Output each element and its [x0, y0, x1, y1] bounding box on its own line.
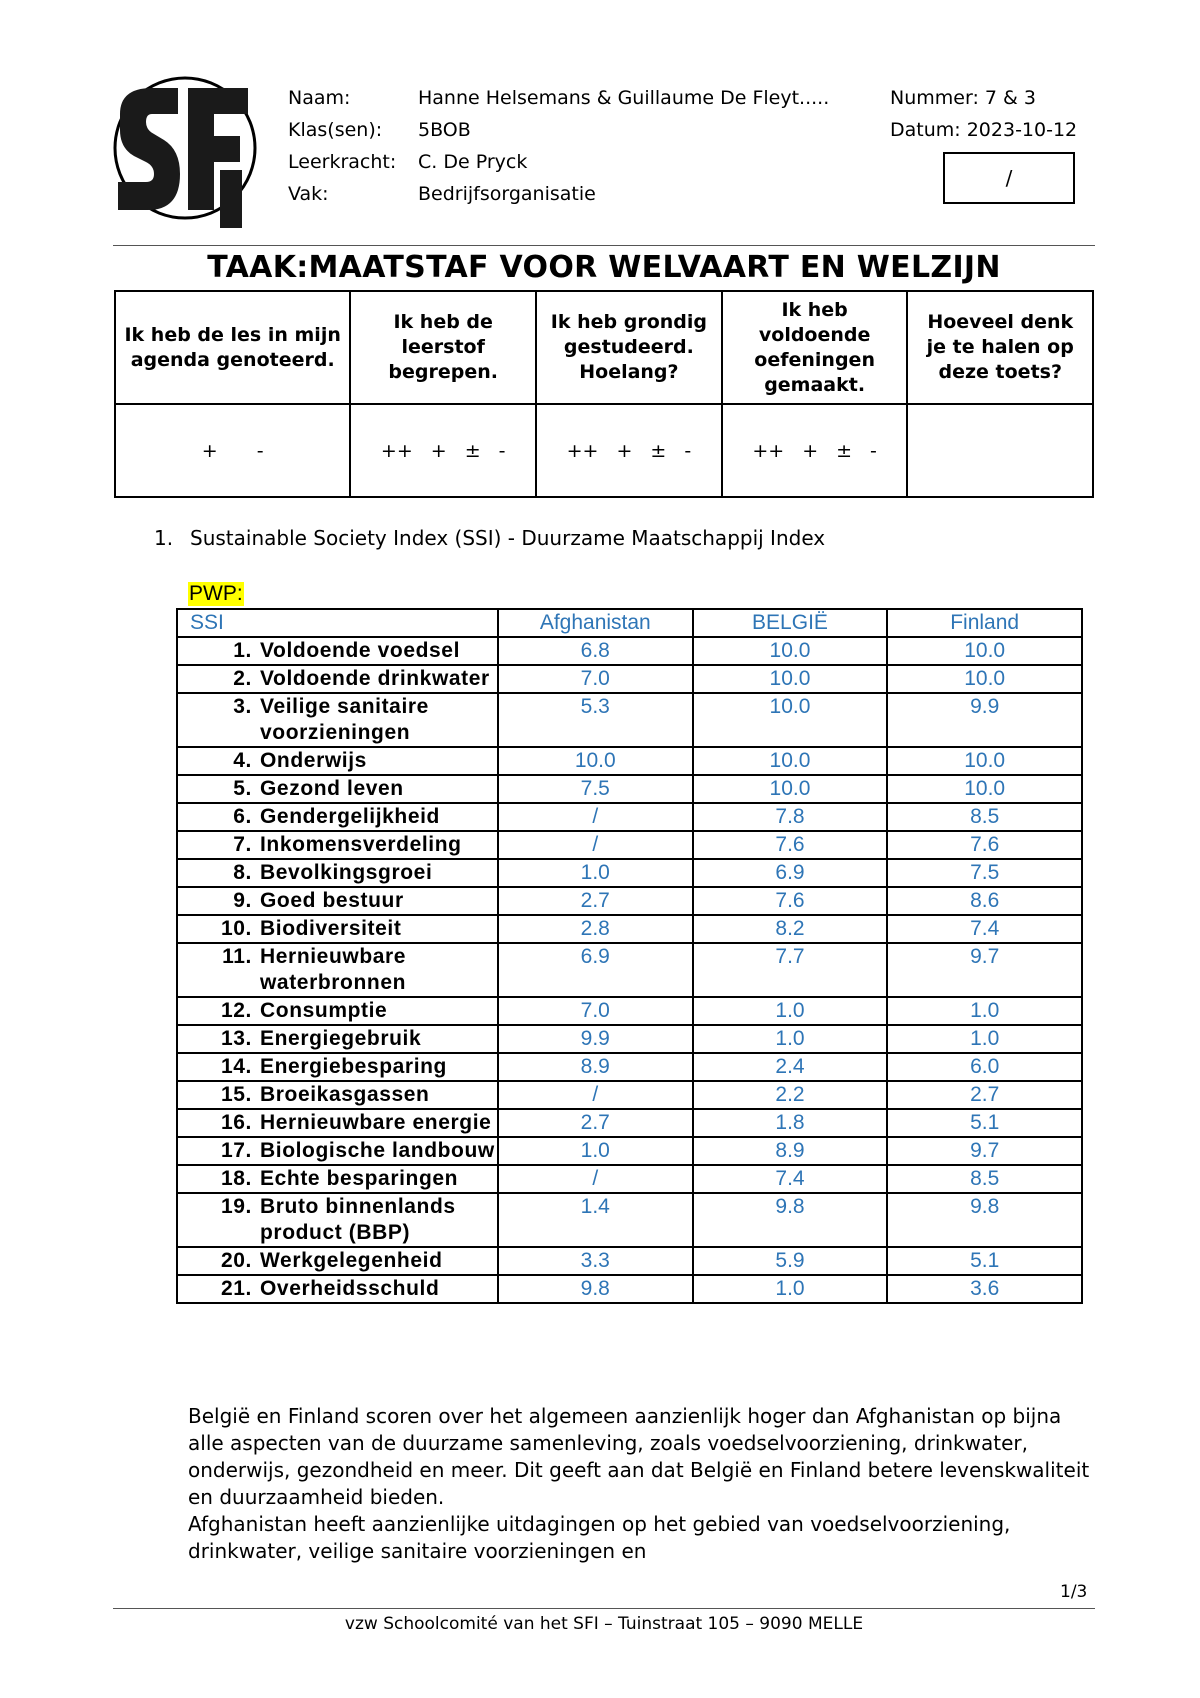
indicator-number: 11.	[222, 945, 252, 968]
value-afghanistan: 9.9	[498, 1025, 693, 1053]
indicator-name	[177, 859, 498, 887]
indicator-number: 3.	[233, 695, 252, 718]
value-belgie: 5.9	[693, 1247, 888, 1275]
value-finland: 10.0	[887, 637, 1082, 665]
indicator-label: Hernieuwbare waterbronnen	[260, 945, 407, 994]
value-afghanistan: 9.8	[498, 1275, 693, 1303]
assess-header-1: Ik heb de les in mijn agenda genoteerd.	[115, 291, 350, 404]
value-afghanistan: 8.9	[498, 1053, 693, 1081]
indicator-label: Bevolkingsgroei	[260, 861, 433, 884]
value-afghanistan: 7.5	[498, 775, 693, 803]
value-afghanistan: 3.3	[498, 1247, 693, 1275]
ssi-table	[176, 608, 1083, 1304]
indicator-label: Gezond leven	[260, 777, 404, 800]
indicator-number: 10.	[221, 917, 252, 940]
indicator-number: 17.	[221, 1139, 252, 1162]
sfi-logo	[112, 74, 262, 230]
value-belgie: 1.0	[693, 997, 888, 1025]
value-afghanistan: /	[498, 803, 693, 831]
value-belgie: 6.9	[693, 859, 888, 887]
table-row	[177, 693, 1082, 747]
value-afghanistan: 1.0	[498, 859, 693, 887]
indicator-name	[177, 665, 498, 693]
assess-header-3: Ik heb grondig gestudeerd. Hoelang?	[536, 291, 722, 404]
indicator-name	[177, 1137, 498, 1165]
table-row	[177, 831, 1082, 859]
indicator-label: Hernieuwbare energie	[260, 1111, 492, 1134]
value-finland: 8.5	[887, 803, 1082, 831]
indicator-number: 15.	[221, 1083, 252, 1106]
value-afghanistan: 2.7	[498, 887, 693, 915]
table-row	[177, 1137, 1082, 1165]
assess-header-4: Ik heb voldoende oefeningen gemaakt.	[722, 291, 908, 404]
section-heading	[154, 526, 825, 550]
value-belgie: 7.6	[693, 831, 888, 859]
klas-value: 5BOB	[418, 119, 471, 141]
value-belgie: 1.0	[693, 1025, 888, 1053]
table-row	[177, 1053, 1082, 1081]
table-row	[177, 887, 1082, 915]
leerkracht-value: C. De Pryck	[418, 151, 528, 173]
assess-scale-3	[536, 404, 722, 497]
ssi-header-afghanistan: Afghanistan	[498, 609, 693, 637]
indicator-name	[177, 943, 498, 997]
self-assessment-table	[114, 290, 1094, 498]
assess-scale-1	[115, 404, 350, 497]
klas-label: Klas(sen):	[288, 119, 383, 141]
value-belgie: 8.2	[693, 915, 888, 943]
assess-scale-4	[722, 404, 908, 497]
indicator-number: 14.	[221, 1055, 252, 1078]
indicator-label: Voldoende drinkwater	[260, 667, 490, 690]
score-value: /	[1005, 166, 1013, 190]
indicator-label: Energiegebruik	[260, 1027, 422, 1050]
value-finland: 10.0	[887, 775, 1082, 803]
datum: Datum: 2023-10-12	[890, 119, 1078, 141]
indicator-number: 18.	[221, 1167, 252, 1190]
table-row	[177, 775, 1082, 803]
table-row	[177, 1165, 1082, 1193]
table-row	[177, 665, 1082, 693]
value-belgie: 2.2	[693, 1081, 888, 1109]
value-finland: 2.7	[887, 1081, 1082, 1109]
scale-minus: -	[498, 439, 506, 462]
value-afghanistan: 7.0	[498, 997, 693, 1025]
indicator-number: 6.	[233, 805, 252, 828]
header-divider	[113, 245, 1095, 246]
value-belgie: 10.0	[693, 747, 888, 775]
assess-scale-2	[350, 404, 536, 497]
page-number: 1/3	[1060, 1582, 1088, 1602]
value-finland: 1.0	[887, 1025, 1082, 1053]
value-afghanistan: 10.0	[498, 747, 693, 775]
naam-value: Hanne Helsemans & Guillaume De Fleyt.....	[418, 87, 830, 109]
value-afghanistan: 2.7	[498, 1109, 693, 1137]
ssi-header-row	[177, 609, 1082, 637]
paragraph-2: Afghanistan heeft aanzienlijke uitdagingen op het gebied van voedselvoorziening, drinkwater, veilige sanitaire voorzieningen en	[188, 1512, 1011, 1563]
ssi-header-finland: Finland	[887, 609, 1082, 637]
scale-plusplus: ++	[566, 439, 599, 462]
scale-plus: +	[430, 439, 447, 462]
indicator-number: 20.	[221, 1249, 252, 1272]
table-row	[177, 943, 1082, 997]
value-finland: 9.7	[887, 1137, 1082, 1165]
value-afghanistan: 1.4	[498, 1193, 693, 1247]
indicator-label: Bruto binnenlands product (BBP)	[260, 1195, 456, 1244]
table-row	[177, 915, 1082, 943]
footer-divider	[113, 1608, 1095, 1609]
value-finland: 9.9	[887, 693, 1082, 747]
scale-plus: +	[201, 439, 218, 462]
indicator-label: Onderwijs	[260, 749, 367, 772]
score-box	[943, 152, 1075, 204]
vak-value: Bedrijfsorganisatie	[418, 183, 596, 205]
indicator-name	[177, 887, 498, 915]
indicator-label: Biodiversiteit	[260, 917, 402, 940]
scale-plusminus: ±	[836, 439, 853, 462]
indicator-number: 1.	[233, 639, 252, 662]
value-belgie: 7.8	[693, 803, 888, 831]
value-belgie: 7.6	[693, 887, 888, 915]
value-afghanistan: 2.8	[498, 915, 693, 943]
value-finland: 5.1	[887, 1109, 1082, 1137]
indicator-number: 2.	[233, 667, 252, 690]
indicator-label: Inkomensverdeling	[260, 833, 462, 856]
scale-plusplus: ++	[380, 439, 413, 462]
table-row	[177, 997, 1082, 1025]
indicator-number: 12.	[221, 999, 252, 1022]
indicator-label: Consumptie	[260, 999, 388, 1022]
table-row	[177, 747, 1082, 775]
assess-header-5: Hoeveel denk je te halen op deze toets?	[907, 291, 1093, 404]
indicator-label: Broeikasgassen	[260, 1083, 430, 1106]
indicator-name	[177, 1109, 498, 1137]
value-finland: 7.4	[887, 915, 1082, 943]
table-row	[177, 1081, 1082, 1109]
indicator-name	[177, 1275, 498, 1303]
value-finland: 7.6	[887, 831, 1082, 859]
assess-scale-5	[907, 404, 1093, 497]
indicator-label: Veilige sanitaire voorzieningen	[260, 695, 429, 744]
section-title: Sustainable Society Index (SSI) - Duurzame Maatschappij Index	[190, 526, 826, 550]
value-belgie: 10.0	[693, 637, 888, 665]
value-belgie: 10.0	[693, 775, 888, 803]
value-belgie: 1.0	[693, 1275, 888, 1303]
indicator-label: Goed bestuur	[260, 889, 404, 912]
indicator-number: 21.	[221, 1277, 252, 1300]
value-belgie: 2.4	[693, 1053, 888, 1081]
value-finland: 8.6	[887, 887, 1082, 915]
indicator-number: 9.	[233, 889, 252, 912]
ssi-header-belgie: BELGIË	[693, 609, 888, 637]
table-row	[177, 637, 1082, 665]
indicator-number: 13.	[221, 1027, 252, 1050]
indicator-name	[177, 803, 498, 831]
assess-header-2: Ik heb de leerstof begrepen.	[350, 291, 536, 404]
value-afghanistan: /	[498, 831, 693, 859]
value-belgie: 10.0	[693, 693, 888, 747]
scale-minus: -	[870, 439, 877, 462]
value-afghanistan: 5.3	[498, 693, 693, 747]
indicator-label: Energiebesparing	[260, 1055, 447, 1078]
value-finland: 3.6	[887, 1275, 1082, 1303]
meta-values	[418, 82, 829, 210]
value-finland: 6.0	[887, 1053, 1082, 1081]
value-finland: 10.0	[887, 665, 1082, 693]
table-row	[177, 1025, 1082, 1053]
indicator-label: Gendergelijkheid	[260, 805, 440, 828]
table-row	[177, 1193, 1082, 1247]
value-afghanistan: /	[498, 1165, 693, 1193]
value-belgie: 9.8	[693, 1193, 888, 1247]
meta-right	[890, 82, 1077, 146]
value-finland: 9.7	[887, 943, 1082, 997]
ssi-header-ssi: SSI	[177, 609, 498, 637]
indicator-label: Voldoende voedsel	[260, 639, 461, 662]
indicator-number: 8.	[233, 861, 252, 884]
value-afghanistan: 6.9	[498, 943, 693, 997]
value-finland: 7.5	[887, 859, 1082, 887]
value-finland: 1.0	[887, 997, 1082, 1025]
table-row	[177, 859, 1082, 887]
indicator-name	[177, 1193, 498, 1247]
scale-plusminus: ±	[464, 439, 481, 462]
indicator-name	[177, 637, 498, 665]
indicator-name	[177, 1165, 498, 1193]
footer: vzw Schoolcomité van het SFI – Tuinstraat 105 – 9090 MELLE	[344, 1614, 864, 1634]
indicator-label: Werkgelegenheid	[260, 1249, 443, 1272]
leerkracht-label: Leerkracht:	[288, 151, 397, 173]
value-belgie: 1.8	[693, 1109, 888, 1137]
scale-plus: +	[802, 439, 819, 462]
indicator-number: 5.	[233, 777, 252, 800]
vak-label: Vak:	[288, 183, 329, 205]
indicator-number: 7.	[233, 833, 252, 856]
conclusion-paragraph	[188, 1403, 1098, 1565]
table-row	[177, 1275, 1082, 1303]
value-afghanistan: /	[498, 1081, 693, 1109]
value-belgie: 7.4	[693, 1165, 888, 1193]
scale-plus: +	[616, 439, 633, 462]
indicator-name	[177, 747, 498, 775]
indicator-name	[177, 1053, 498, 1081]
indicator-number: 16.	[221, 1111, 252, 1134]
table-row	[177, 1247, 1082, 1275]
indicator-number: 19.	[221, 1195, 252, 1218]
indicator-number: 4.	[233, 749, 252, 772]
naam-label: Naam:	[288, 87, 351, 109]
value-belgie: 8.9	[693, 1137, 888, 1165]
indicator-label: Overheidsschuld	[260, 1277, 440, 1300]
indicator-name	[177, 1025, 498, 1053]
paragraph-1: België en Finland scoren over het algemeen aanzienlijk hoger dan Afghanistan op bijna alle aspecten van de duurzame samenleving, zoals voedselvoorziening, drinkwater, onderwijs, gezondheid en meer. Dit geeft aan dat België en Finland betere levenskwaliteit en duurzaamheid bieden.	[188, 1404, 1090, 1509]
value-finland: 8.5	[887, 1165, 1082, 1193]
indicator-label: Biologische landbouw	[260, 1139, 495, 1162]
indicator-name	[177, 693, 498, 747]
value-belgie: 7.7	[693, 943, 888, 997]
nummer: Nummer: 7 & 3	[890, 87, 1036, 109]
indicator-name	[177, 915, 498, 943]
indicator-label: Echte besparingen	[260, 1167, 459, 1190]
indicator-name	[177, 997, 498, 1025]
pwp-label: PWP:	[189, 582, 243, 605]
value-finland: 9.8	[887, 1193, 1082, 1247]
value-afghanistan: 1.0	[498, 1137, 693, 1165]
value-afghanistan: 7.0	[498, 665, 693, 693]
scale-plusminus: ±	[650, 439, 667, 462]
indicator-name	[177, 775, 498, 803]
section-number: 1.	[154, 526, 174, 550]
value-belgie: 10.0	[693, 665, 888, 693]
value-finland: 5.1	[887, 1247, 1082, 1275]
table-row	[177, 803, 1082, 831]
page-title: TAAK:MAATSTAF VOOR WELVAART EN WELZIJN	[207, 250, 1001, 285]
value-afghanistan: 6.8	[498, 637, 693, 665]
scale-plusplus: ++	[752, 439, 785, 462]
meta-labels	[288, 82, 396, 210]
scale-minus: -	[684, 439, 692, 462]
table-row	[177, 1109, 1082, 1137]
indicator-name	[177, 831, 498, 859]
indicator-name	[177, 1081, 498, 1109]
value-finland: 10.0	[887, 747, 1082, 775]
scale-minus: -	[256, 439, 264, 462]
indicator-name	[177, 1247, 498, 1275]
